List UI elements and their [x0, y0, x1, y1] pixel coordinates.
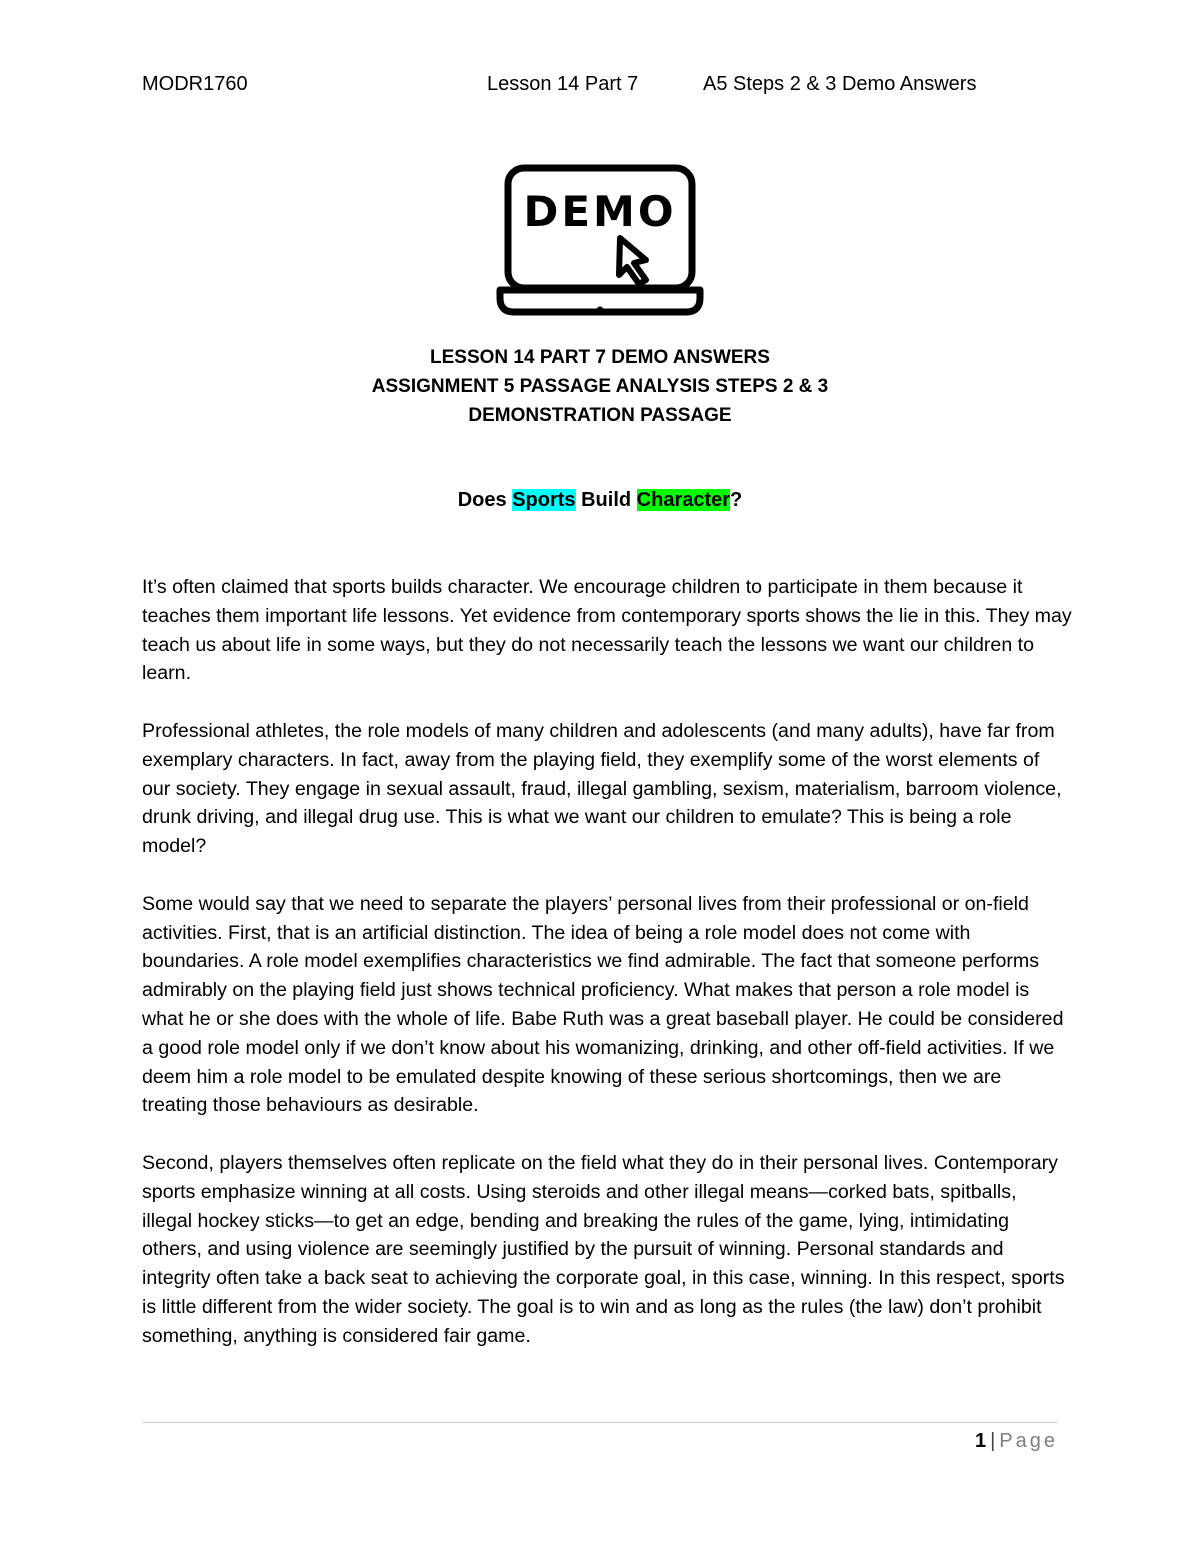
passage-body — [142, 573, 1072, 1379]
passage-title-part-2: Build — [575, 489, 637, 511]
paragraph-4: Second, players themselves often replicate on the field what they do in their personal lives. Contemporary sports emphasize winning at all costs. Using steroids and other illegal means—corked bats, spitballs, illegal hockey sticks—to get an edge, bending and breaking the rules of the game, lying, intimidating others, and using violence are seemingly justified by the pursuit of winning. Personal standards and integrity often take a back seat to achieving the corporate goal, in this case, winning. In this respect, sports is little different from the wider society. The goal is to win and as long as the rules (the law) don’t prohibit something, anything is considered fair game. — [142, 1151, 1065, 1347]
paragraph-3: Some would say that we need to separate the players’ personal lives from their professional or on-field activities. First, that is an artificial distinction. The idea of being a role model does not come with boundaries. A role model exemplifies characteristics we find admirable. The fact that someone performs admirably on the playing field just shows technical proficiency. What makes that person a role model is what he or she does with the whole of life. Babe Ruth was a great baseball player. He could be considered a good role model only if we don’t know about his womanizing, drinking, and other off-field activities. If we deem him a role model to be emulated despite knowing of these serious shortcomings, then we are treating those behaviours as desirable. — [142, 892, 1064, 1117]
header-assignment: A5 Steps 2 & 3 Demo Answers — [703, 73, 977, 95]
header-lesson: Lesson 14 Part 7 — [487, 73, 639, 95]
highlight-sports: Sports — [512, 489, 576, 511]
footer-divider — [142, 1422, 1058, 1423]
page-footer — [975, 1428, 1058, 1454]
passage-title-part-1: Does — [457, 489, 513, 511]
paragraph-1: It’s often claimed that sports builds character. We encourage children to participate in them because it teaches them important life lessons. Yet evidence from contemporary sports shows the lie in this. They may teach us about life in some ways, but they do not necessarily teach the lessons we want our children to learn. — [142, 576, 1072, 685]
page-number: 1 — [974, 1430, 987, 1452]
document-titles — [142, 343, 1058, 430]
paragraph-2: Professional athletes, the role models of many children and adolescents (and many adults), have far from exemplary characters. In fact, away from the playing field, they exemplify some of the worst elements of our society. They engage in sexual assault, fraud, illegal gambling, sexism, materialism, barroom violence, drunk driving, and illegal drug use. This is what we want our children to emulate? This is being a role model? — [142, 719, 1062, 858]
passage-title-part-3: ? — [730, 489, 743, 511]
page-label: Page — [999, 1430, 1058, 1452]
logo-text: DEMO — [523, 187, 677, 236]
title-line-1: LESSON 14 PART 7 DEMO ANSWERS — [430, 347, 770, 368]
title-line-3: DEMONSTRATION PASSAGE — [468, 405, 732, 426]
title-line-2: ASSIGNMENT 5 PASSAGE ANALYSIS STEPS 2 & 3 — [371, 376, 829, 397]
header-course: MODR1760 — [142, 73, 248, 95]
laptop-cursor-icon — [496, 164, 704, 318]
passage-title — [142, 486, 1058, 514]
footer-separator: | — [990, 1430, 996, 1452]
highlight-character: Character — [636, 489, 731, 511]
